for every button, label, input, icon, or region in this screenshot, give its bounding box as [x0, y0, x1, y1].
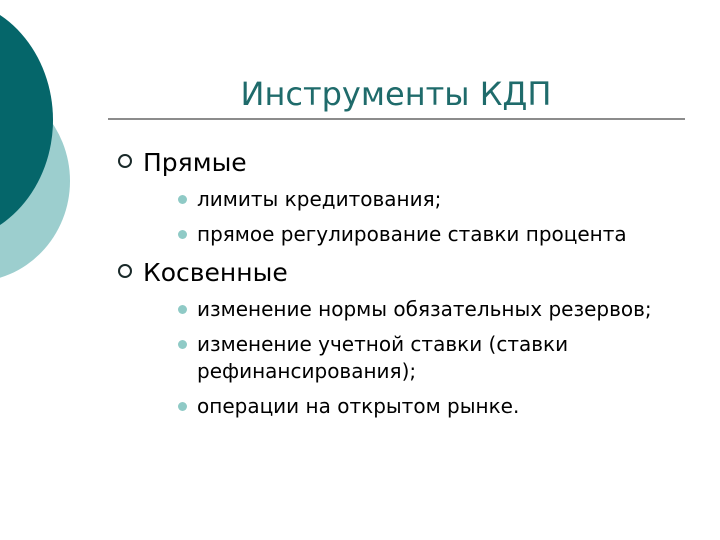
dot-bullet-icon — [178, 402, 187, 411]
dot-bullet-icon — [178, 305, 187, 314]
dot-bullet-icon — [178, 230, 187, 239]
bullet-label-indirect: Косвенные — [143, 258, 288, 287]
bullet-indirect — [118, 256, 678, 420]
bullet-list — [118, 146, 678, 428]
hollow-circle-bullet-icon — [118, 264, 132, 278]
list-item-text: лимиты кредитования; — [197, 187, 442, 211]
list-item — [172, 186, 678, 213]
slide-title: Инструменты КДП — [240, 75, 552, 113]
dot-bullet-icon — [178, 195, 187, 204]
sublist-direct — [172, 186, 678, 248]
list-item-text: изменение нормы обязательных резервов; — [197, 297, 652, 321]
list-item — [172, 221, 678, 248]
sublist-indirect — [172, 296, 678, 420]
list-item — [172, 296, 678, 323]
bullet-direct — [118, 146, 678, 248]
list-item — [172, 331, 678, 385]
bullet-label-direct: Прямые — [143, 148, 247, 177]
list-item-text: операции на открытом рынке. — [197, 394, 520, 418]
list-item-text: прямое регулирование ставки процента — [197, 222, 627, 246]
hollow-circle-bullet-icon — [118, 154, 132, 168]
title-divider — [108, 118, 685, 120]
list-item-text: изменение учетной ставки (ставки рефинансирования); — [197, 332, 569, 383]
dot-bullet-icon — [178, 340, 187, 349]
list-item — [172, 393, 678, 420]
